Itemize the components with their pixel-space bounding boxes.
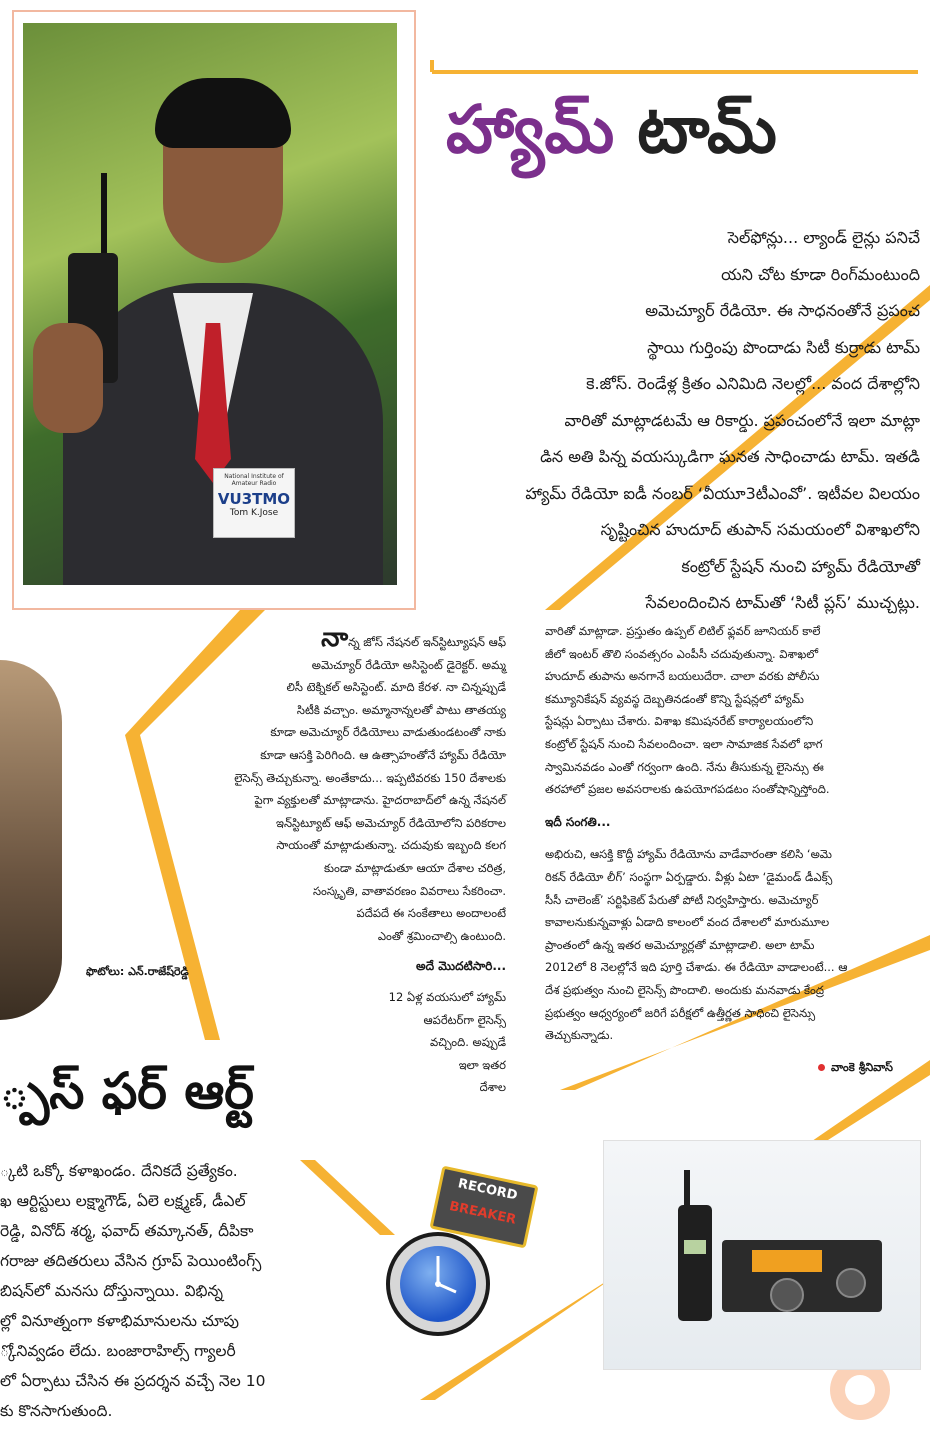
article-line: వారితో మాట్లాడా. ప్రస్తుతం ఉప్పల్ లిటిల్ ఫ్లవర్ జూనియర్ కాలే (545, 624, 821, 638)
title-part1: హ్యామ్ (446, 91, 615, 168)
intro-line: సేవలందించిన టామ్‌తో ‘సిటీ ప్లస్’ ముచ్చట్లు. (645, 593, 920, 612)
article-line: సాయంతో మాట్లాడుతున్నా. చదువుకు ఇబ్బంది కలగ (276, 838, 506, 853)
other-story-line: లో ఏర్పాటు చేసిన ఈ ప్రదర్శన వచ్చే నెల 10 (0, 1372, 266, 1390)
other-story-line: ల్లో వినూత్నంగా కళాభిమానులను చూపు (0, 1312, 239, 1330)
other-story-line: రెడ్డి, వినోద్ శర్మ, ఫవాద్ తమ్కానత్, దీపికా (0, 1222, 254, 1240)
photo-credit: ఫొటోలు: ఎన్.రాజేష్‌రెడ్డి (86, 965, 189, 978)
article-line: ఎంతో శ్రమించాల్సి ఉంటుంది. (377, 928, 506, 943)
other-story-headline: ్పస్ ఫర్ ఆర్ట్ (0, 1062, 254, 1120)
intro-line: సృష్టించిన హుదూద్ తుపాన్ సమయంలో విశాఖలోని (600, 520, 920, 539)
article-line: హుదూద్ తుపాను అనగానే బయలుదేరా. చాలా వరకు పోలీసు (545, 669, 820, 684)
article-line: కూడా ఆసక్తి పెరిగింది. ఆ ఉత్సాహంతోనే హ్యామ్ రేడియో (260, 747, 506, 762)
intro-line: అమెచ్యూర్ రేడియో. ఈ సాధనంతోనే ప్రపంచ (645, 301, 920, 320)
intro-line: డిన అతి పిన్న వయస్కుడిగా ఘనత సాధించాడు టామ్. ఇతడి (540, 447, 920, 466)
intro-line: స్థాయి గుర్తింపు పొందాడు సిటీ కుర్రాడు టామ్ (647, 337, 920, 357)
article-line: ఇలా ఇతర (458, 1057, 506, 1072)
article-line: సిటీకి వచ్చాం. అమ్మానాన్నలతో పాటు తాతయ్య (296, 702, 506, 717)
article-line: జీలో ఇంటర్ తొలి సంవత్సరం ఎంపీసీ చదువుతున్నా. విశాఖలో (545, 646, 819, 661)
intro-line: వారితో మాట్లాడటమే ఆ రికార్డు. ప్రపంచంలోనే ఇలా మాట్లా (564, 410, 920, 430)
title-part2: టామ్ (637, 91, 777, 168)
subhead-first-time: అదే మొదటిసారి... (416, 959, 506, 974)
article-line: ఇన్‌స్టిట్యూట్ ఆఫ్ అమెచ్యూర్ రేడియోలోని పరికరాల (276, 815, 506, 830)
badge-callsign: VU3TMO (217, 490, 291, 508)
article-line-text: న్న జోస్ నేషనల్ ఇన్‌స్టిట్యూషన్ ఆఫ్ (348, 635, 506, 649)
article-line: వచ్చింది. అప్పుడే (429, 1035, 506, 1050)
article-line: తెచ్చుకున్నాడు. (545, 1028, 614, 1043)
article-line: ఆపరేటర్‌గా లైసెన్స్ (423, 1012, 506, 1027)
article-line: కావాలనుకున్నవాళ్లు ఏడాది కాలంలో వంద దేశాలలో మారుమూల (545, 915, 830, 930)
article-line: తరహాలో ప్రజల అవసరాలకు ఉపయోగపడటం సంతోషాన్నిస్తోంది. (545, 782, 830, 797)
article-line: సీసీ చాలెంజ్’ సర్టిఫికెట్ పేరుతో పోటీ నిర్వహిస్తారు. అమెచ్యూర్ (545, 892, 819, 907)
other-story-line: ్కోనివ్వడం లేదు. బంజారాహిల్స్ గ్యాలరీ (0, 1342, 236, 1360)
article-line: ప్రాంతంలో ఉన్న ఇతర అమెచ్యూర్లతో మాట్లాడాలి. అలా టామ్ (545, 937, 815, 952)
article-line: అభిరుచి, ఆసక్తి కొద్దీ హ్యామ్ రేడియోను వాడేవారంతా కలిసి ‘అమె (545, 847, 832, 862)
record-word: RECORD (456, 1176, 519, 1204)
subhead-this-is-it: ఇదీ సంగతి... (545, 814, 611, 829)
article-line: ప్రభుత్వం ఆధ్వర్యంలో జరిగే పరీక్షలో ఉత్తీర్ణత సాధించి లైసెన్సు (545, 1005, 816, 1020)
article-line: రికన్ రేడియో లీగ్’ సంస్థగా ఏర్పడ్డారు. వీళ్లు ఏటా ‘డైమండ్ డీఎక్స్ (545, 869, 833, 884)
byline-text: వాంకె శ్రీనివాస్ (831, 1060, 893, 1074)
other-story-line: ్కటి ఒక్కో కళాఖండం. దేనికదే ప్రత్యేకం. (0, 1162, 238, 1180)
handheld-antenna (684, 1170, 690, 1210)
article-line: కూడా అమెచ్యూర్ రేడియోలు వాడుతుండటంతో నాకు (270, 725, 506, 740)
handheld-radio (678, 1205, 712, 1321)
article-line: దేశాల (479, 1080, 506, 1095)
article-line: పదేపదే ఈ సంకేతాలు అందాలంటే (356, 906, 506, 921)
intro-line: కంట్రోల్ స్టేషన్ నుంచి హ్యామ్ రేడియోతో (681, 556, 920, 576)
badge-institute: National Institute of Amateur Radio (224, 473, 284, 487)
breaker-word: BREAKER (447, 1198, 518, 1228)
article-line: అమెచ్యూర్ రేడియో అసిస్టెంట్ డైరెక్టర్. అమ్మ (311, 657, 506, 672)
article-line: లైసెన్స్ తెచ్చుకున్నా. అంతేకాదు... ఇప్పటివరకు 150 దేశాలకు (234, 770, 506, 785)
volume-knob (836, 1268, 866, 1298)
article-line: కుండా మాట్లాడుతూ ఆయా దేశాల చరిత్ర, (324, 860, 506, 875)
article-line: 12 ఏళ్ల వయసులో హ్యామ్ (388, 989, 506, 1004)
tuning-knob (770, 1278, 804, 1312)
article-line: 2012లో 8 నెలల్లోనే ఇది పూర్తి చేశాడు. ఈ రేడియో వాడాలంటే... ఆ (545, 960, 848, 975)
badge-name: Tom K.Jose (229, 508, 279, 518)
other-story-line: గరాజు తదితరులు వేసిన గ్రూప్ పెయింటింగ్స్ (0, 1252, 262, 1270)
other-story-line: ఖ ఆర్టిస్టులు లక్ష్మాగౌడ్, ఏలె లక్ష్మణ్, డీఎల్ (0, 1192, 246, 1210)
handheld-display (684, 1240, 706, 1254)
article-line: సంస్కృతి, వాతావరణం వివరాలు సేకరించా. (312, 883, 506, 898)
other-story-line: కు కొనసాగుతుంది. (0, 1402, 113, 1420)
article-line: పైగా వ్యక్తులతో మాట్లాడాను. హైదరాబాద్‌లో ఉన్న నేషనల్ (254, 793, 506, 808)
other-story-line: బిషన్‌లో మనసు దోస్తున్నాయి. విభిన్న (0, 1282, 223, 1300)
base-station-display (752, 1250, 822, 1272)
dropcap: నా (321, 623, 349, 653)
article-line: స్టేషన్లు ఏర్పాటు చేశారు. విశాఖ కమిషనరేట్ కార్యాలయంలోని (545, 714, 814, 729)
article-line: లిసీ టెక్నికల్ అసిస్టెంట్. మాది కేరళ. నా చిన్నప్పుడే (286, 680, 506, 695)
article-line: స్వామినవడం ఎంతో గర్వంగా ఉంది. నేను తీసుకున్న లైసెన్సు ఈ (545, 759, 824, 774)
article-line: కంట్రోల్ స్టేషన్ నుంచి సేవలందించా. ఇలా సామాజిక సేవలో భాగ (545, 736, 823, 751)
intro-line: హ్యామ్ రేడియో ఐడీ నంబర్ ‘వీయూ3టీఎంవో’. ఇటీవల విలయం (525, 483, 920, 503)
intro-line: సెల్‌ఫోన్లు... ల్యాండ్ లైన్లు పనిచే (727, 228, 920, 247)
intro-line: కె.జోస్. రెండేళ్ల క్రితం ఎనిమిది నెలల్లో... వంద దేశాల్లోని (586, 374, 920, 393)
article-line: దేశ ప్రభుత్వం నుంచి లైసెన్స్ పొందాలి. అందుకు మనవాడు కేంద్ర (545, 982, 824, 997)
intro-line: యని చోట కూడా రింగ్‌మంటుంది (721, 264, 920, 284)
article-line: కమ్యూనికేషన్ వ్యవస్థ దెబ్బతినడంతో కొన్ని స్టేషన్లలో హ్యామ్ (545, 691, 804, 706)
